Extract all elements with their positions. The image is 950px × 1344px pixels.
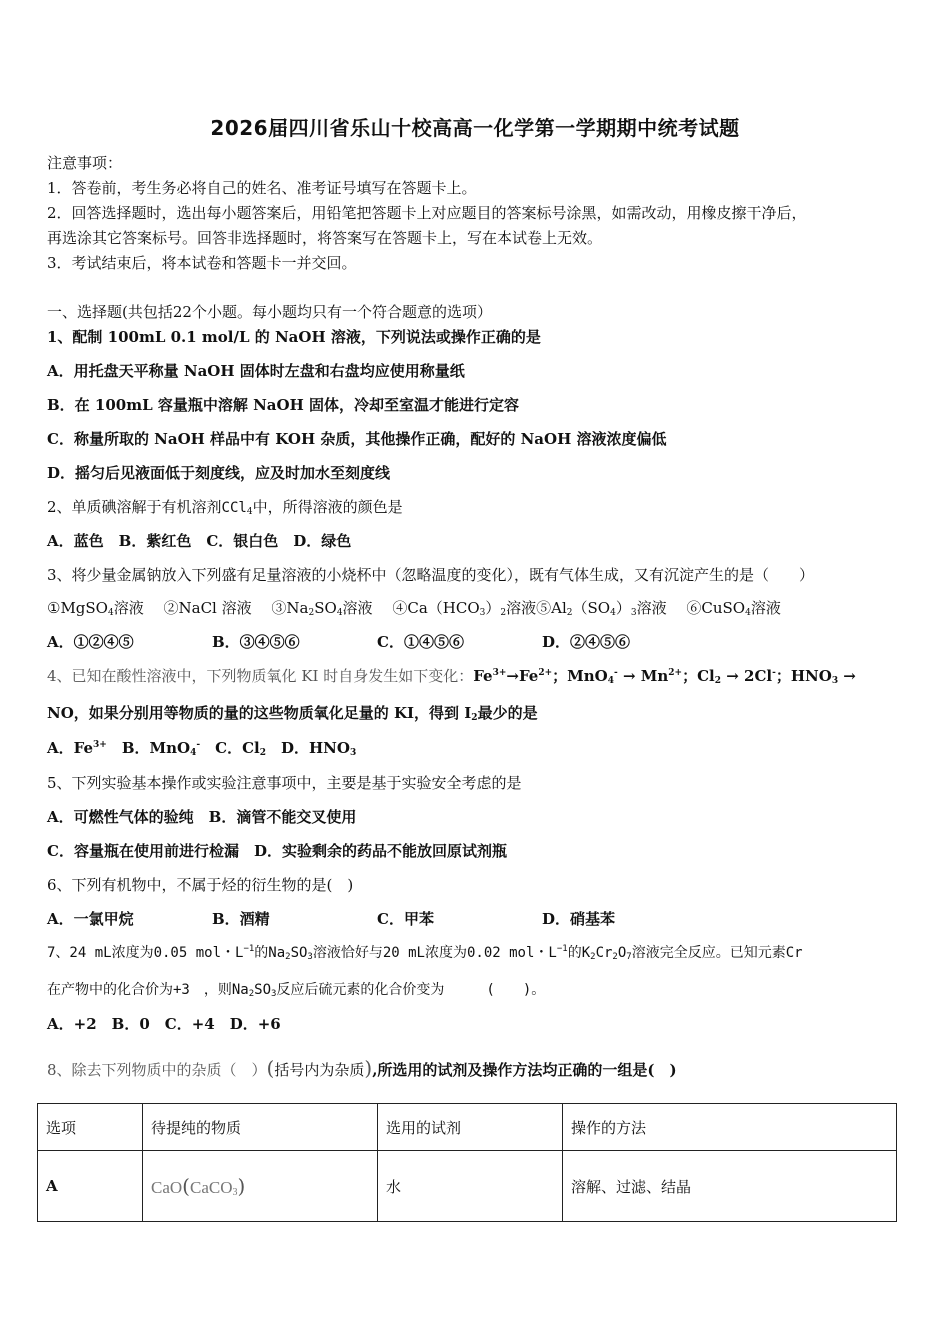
q2-options: A．蓝色 B．紫红色 C．银白色 D．绿色 — [47, 532, 352, 550]
table-cell-substance: CaO(CaCO$_3$) — [143, 1151, 378, 1222]
table-header-cell: 操作的方法 — [563, 1104, 897, 1151]
q4-stem-line2: NO，如果分别用等物质的量的这些物质氧化足量的 KI，得到 $I_2$最少的是 — [47, 704, 538, 723]
table-header-row — [38, 1104, 897, 1151]
notice-item-1: 1．答卷前，考生务必将自己的姓名、准考证号填写在答题卡上。 — [47, 179, 477, 197]
q3-stem: 3、将少量金属钠放入下列盛有足量溶液的小烧杯中（忽略温度的变化），既有气体生成，又有沉淀产生的是（ ） — [47, 566, 815, 584]
notice-heading: 注意事项： — [47, 154, 123, 172]
q5-options-ab: A．可燃性气体的验纯 B．滴管不能交叉使用 — [47, 808, 357, 826]
q3-items: ①MgSO$_4$溶液 ②NaCl 溶液 $③Na_2SO_4$溶液 $④Ca(HCO_3)_2$溶液$⑤Al_2(SO_4)_3$溶液 ⑥CuSO$_4$溶液 — [47, 599, 781, 618]
q7-options: A．+2 B．0 C．+4 D．+6 — [47, 1015, 281, 1033]
q4-stem-line1: 4、已知在酸性溶液中，下列物质氧化 KI 时自身发生如下变化：$Fe^{3+}\to Fe^{2+}$；$MnO_4^- \to Mn^{2+}$；$Cl_2 \to 2Cl^-$；$HNO_3$ → — [47, 667, 856, 686]
q1-stem: 1、配制 100mL 0.1 mol/L 的 NaOH 溶液，下列说法或操作正确的是 — [47, 328, 541, 346]
section-heading: 一、选择题(共包括22个小题。每小题均只有一个符合题意的选项） — [47, 303, 492, 321]
q1-option-d: D．摇匀后见液面低于刻度线，应及时加水至刻度线 — [47, 464, 391, 482]
q2-stem: 2、单质碘溶解于有机溶剂CCl$_4$中，所得溶液的颜色是 — [47, 498, 403, 517]
q1-option-c: C．称量所取的 NaOH 样品中有 KOH 杂质，其他操作正确，配好的 NaOH 溶液浓度偏低 — [47, 430, 667, 448]
q7-stem-line1: 7、24 mL浓度为0.05 mol・$L^{-1}$的$Na_2SO_3$溶液恰好与20 mL浓度为0.02 mol・$L^{-1}$的$K_2Cr_2O_7$溶液完全反应。已知元素Cr — [47, 944, 803, 962]
q3-options: A．①②④⑤ B．③④⑤⑥ C．①④⑤⑥ D．②④⑤⑥ — [47, 633, 631, 651]
q5-stem: 5、下列实验基本操作或实验注意事项中，主要是基于实验安全考虑的是 — [47, 774, 522, 792]
table-cell-reagent: 水 — [378, 1151, 563, 1222]
q7-stem-line2: 在产物中的化合价为+3 ，则$Na_2SO_3$反应后硫元素的化合价变为 ( )。 — [47, 982, 546, 999]
q6-stem: 6、下列有机物中，不属于烃的衍生物的是( ) — [47, 876, 354, 894]
notice-item-2: 2．回答选择题时，选出每小题答案后，用铅笔把答题卡上对应题目的答案标号涂黑，如需改动，用橡皮擦干净后， — [47, 204, 807, 222]
q5-options-cd: C．容量瓶在使用前进行检漏 D．实验剩余的药品不能放回原试剂瓶 — [47, 842, 507, 860]
q6-options: A．一氯甲烷 B．酒精 C．甲苯 D．硝基苯 — [47, 910, 616, 928]
page-title: 2026届四川省乐山十校高高一化学第一学期期中统考试题 — [210, 116, 740, 140]
table-row — [38, 1151, 897, 1222]
q8-stem: 8、除去下列物质中的杂质（ ）(括号内为杂质),所选用的试剂及操作方法均正确的一组是( ) — [47, 1056, 677, 1080]
table-header-cell: 选用的试剂 — [378, 1104, 563, 1151]
q8-table — [37, 1103, 897, 1222]
notice-item-3: 3．考试结束后，将本试卷和答题卡一并交回。 — [47, 254, 357, 272]
q4-options: A．$Fe^{3+}$ B．MnO$_4$- C．$Cl_2$ D．$HNO_3$ — [47, 739, 357, 758]
table-header-cell: 待提纯的物质 — [143, 1104, 378, 1151]
q1-option-b: B．在 100mL 容量瓶中溶解 NaOH 固体，冷却至室温才能进行定容 — [47, 396, 519, 414]
table-cell-method: 溶解、过滤、结晶 — [563, 1151, 897, 1222]
q1-option-a: A．用托盘天平称量 NaOH 固体时左盘和右盘均应使用称量纸 — [47, 362, 465, 380]
table-header-cell: 选项 — [38, 1104, 143, 1151]
notice-item-2-cont: 再选涂其它答案标号。回答非选择题时，将答案写在答题卡上，写在本试卷上无效。 — [47, 229, 603, 247]
table-cell-option: A — [38, 1151, 143, 1222]
